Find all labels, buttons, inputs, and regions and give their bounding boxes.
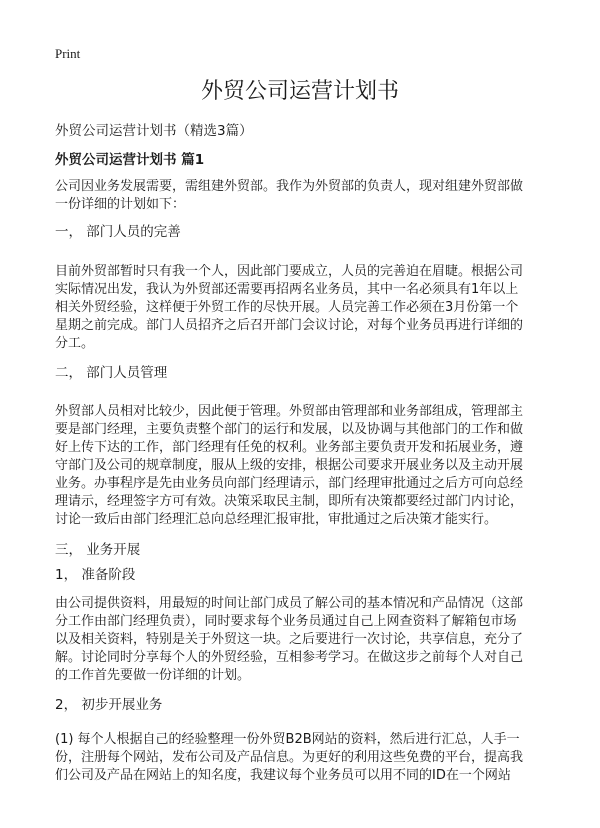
text-line: 分工作由部门经理负责），同时要求每个业务员通过自己上网查资料了解箱包市场 — [55, 614, 517, 629]
section-heading: 二， 部门人员管理 — [55, 365, 168, 381]
section1-paragraph — [55, 263, 555, 353]
text-line: 们公司及产品在网站上的知名度，我建议每个业务员可以用不同的ID在一个网站 — [55, 768, 511, 783]
print-link[interactable]: Print — [55, 46, 81, 61]
text-line: 份，注册每个网站，发布公司及产品信息。为更好的利用这些免费的平台，提高我 — [55, 750, 524, 765]
text-line: 实际情况出发，我认为外贸部还需要再招两名业务员，其中一名必须具有1年以上 — [55, 282, 519, 297]
text-line: 理请示，经理签字方可有效。决策采取民主制，即所有决策都要经过部门内讨论， — [55, 494, 524, 509]
subsection-heading: 2， 初步开展业务 — [55, 697, 163, 713]
text-line: 守部门及公司的规章制度，服从上级的安排，根据公司要求开展业务以及主动开展 — [55, 458, 524, 473]
article-heading: 外贸公司运营计划书 篇1 — [55, 152, 205, 168]
text-line: 公司因业务发展需要，需组建外贸部。我作为外贸部的负责人，现对组建外贸部做 — [55, 179, 524, 194]
section2-paragraph — [55, 403, 555, 529]
text-line: 目前外贸部暂时只有我一个人，因此部门要成立，人员的完善迫在眉睫。根据公司 — [55, 264, 524, 279]
text-line: 要是部门经理，主要负责整个部门的运行和发展，以及协调与其他部门的工作和做 — [55, 422, 524, 437]
text-line: 好上传下达的工作，部门经理有任免的权利。业务部主要负责开发和拓展业务，遵 — [55, 440, 524, 455]
text-line: 一份详细的计划如下： — [55, 197, 186, 212]
text-line: 讨论一致后由部门经理汇总向总经理汇报审批，审批通过之后决策才能实行。 — [55, 512, 498, 527]
text-line: 以及相关资料，特别是关于外贸这一块。之后要进行一次讨论，共享信息，充分了 — [55, 632, 524, 647]
document-subtitle: 外贸公司运营计划书（精选3篇） — [55, 123, 253, 139]
text-line: 相关外贸经验，这样便于外贸工作的尽快开展。人员完善工作必须在3月份第一个 — [55, 300, 519, 315]
text-line: 业务。办事程序是先由业务员向部门经理请示，部门经理审批通过之后方可向总经 — [55, 476, 524, 491]
text-line: 星期之前完成。部门人员招齐之后召开部门会议讨论，对每个业务员再进行详细的 — [55, 318, 524, 333]
text-line: 由公司提供资料，用最短的时间让部门成员了解公司的基本情况和产品情况（这部 — [55, 596, 524, 611]
text-line: (1) 每个人根据自己的经验整理一份外贸B2B网站的资料，然后进行汇总，人手一 — [55, 732, 520, 747]
subsection1-paragraph — [55, 595, 555, 685]
text-line: 外贸部人员相对比较少，因此便于管理。外贸部由管理部和业务部组成，管理部主 — [55, 404, 524, 419]
section-heading: 一， 部门人员的完善 — [55, 224, 181, 240]
text-line: 分工。 — [55, 336, 95, 351]
text-line: 解。讨论同时分享每个人的外贸经验，互相参考学习。在做这步之前每个人对自己 — [55, 650, 524, 665]
document-title: 外贸公司运营计划书 — [200, 79, 399, 104]
subsection2-paragraph — [55, 731, 555, 785]
subsection-heading: 1， 准备阶段 — [55, 567, 136, 583]
section-heading: 三， 业务开展 — [55, 542, 141, 558]
text-line: 的工作首先要做一份详细的计划。 — [55, 668, 251, 683]
intro-paragraph — [55, 178, 555, 214]
